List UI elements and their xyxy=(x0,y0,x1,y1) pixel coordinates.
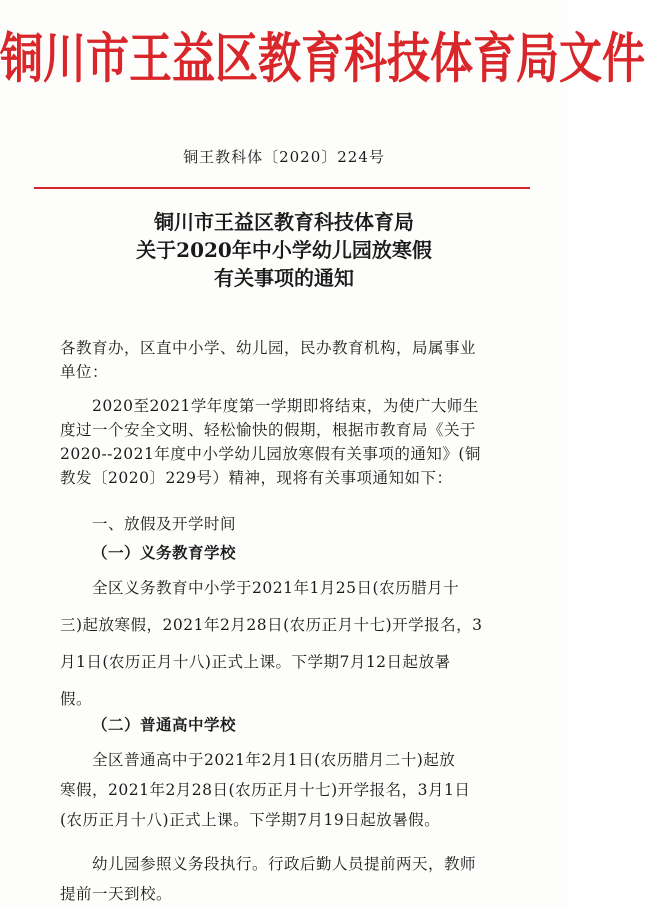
sub-1-line-4: 假。 xyxy=(60,690,93,708)
red-divider-rule xyxy=(34,187,530,189)
sub-2-heading-block xyxy=(60,713,512,737)
addressee-block xyxy=(60,336,512,384)
addressee-line-1: 各教育办，区直中小学、幼儿园，民办教育机构，局属事业 xyxy=(60,339,477,357)
intro-paragraph xyxy=(60,394,512,490)
notice-title-line-1: 铜川市王益区教育科技体育局 xyxy=(154,210,414,234)
sub-1-paragraph xyxy=(60,570,512,718)
sub-1-heading: （一）义务教育学校 xyxy=(92,543,237,562)
kindergarten-paragraph xyxy=(60,849,512,909)
sub-1-heading-block xyxy=(60,541,512,565)
sub-2-line-3: (农历正月十八)正式上课。下学期7月19日起放暑假。 xyxy=(60,811,441,829)
document-header-title: 铜川市王益区教育科技体育局文件 xyxy=(0,28,645,91)
notice-title-line-2: 关于2020年中小学幼儿园放寒假 xyxy=(136,238,432,262)
document-number: 铜王教科体〔2020〕224号 xyxy=(183,148,385,166)
addressee-line-2: 单位： xyxy=(60,363,109,381)
kindergarten-line-1: 幼儿园参照义务段执行。行政后勤人员提前两天，教师 xyxy=(92,855,477,873)
sub-1-line-1: 全区义务教育中小学于2021年1月25日(农历腊月十 xyxy=(92,579,460,597)
section-1-heading: 一、放假及开学时间 xyxy=(92,515,237,533)
sub-2-paragraph xyxy=(60,745,512,835)
section-1-heading-block xyxy=(60,512,512,536)
sub-2-heading: （二）普通高中学校 xyxy=(92,715,237,734)
sub-1-line-3: 月1日(农历正月十八)正式上课。下学期7月12日起放暑 xyxy=(60,653,451,671)
intro-line-1: 2020至2021学年度第一学期即将结束，为使广大师生 xyxy=(92,397,479,415)
intro-line-4: 教发〔2020〕229号）精神，现将有关事项通知如下： xyxy=(60,469,453,487)
sub-2-line-2: 寒假，2021年2月28日(农历正月十七)开学报名，3月1日 xyxy=(60,781,471,799)
kindergarten-line-2: 提前一天到校。 xyxy=(60,885,173,903)
sub-1-line-2: 三)起放寒假，2021年2月28日(农历正月十七)开学报名，3 xyxy=(60,616,483,634)
notice-title xyxy=(0,208,568,292)
notice-title-line-3: 有关事项的通知 xyxy=(214,266,354,290)
intro-line-2: 度过一个安全文明、轻松愉快的假期，根据市教育局《关于 xyxy=(60,421,477,439)
sub-2-line-1: 全区普通高中于2021年2月1日(农历腊月二十)起放 xyxy=(92,751,456,769)
intro-line-3: 2020--2021年度中小学幼儿园放寒假有关事项的通知》(铜 xyxy=(60,445,481,463)
